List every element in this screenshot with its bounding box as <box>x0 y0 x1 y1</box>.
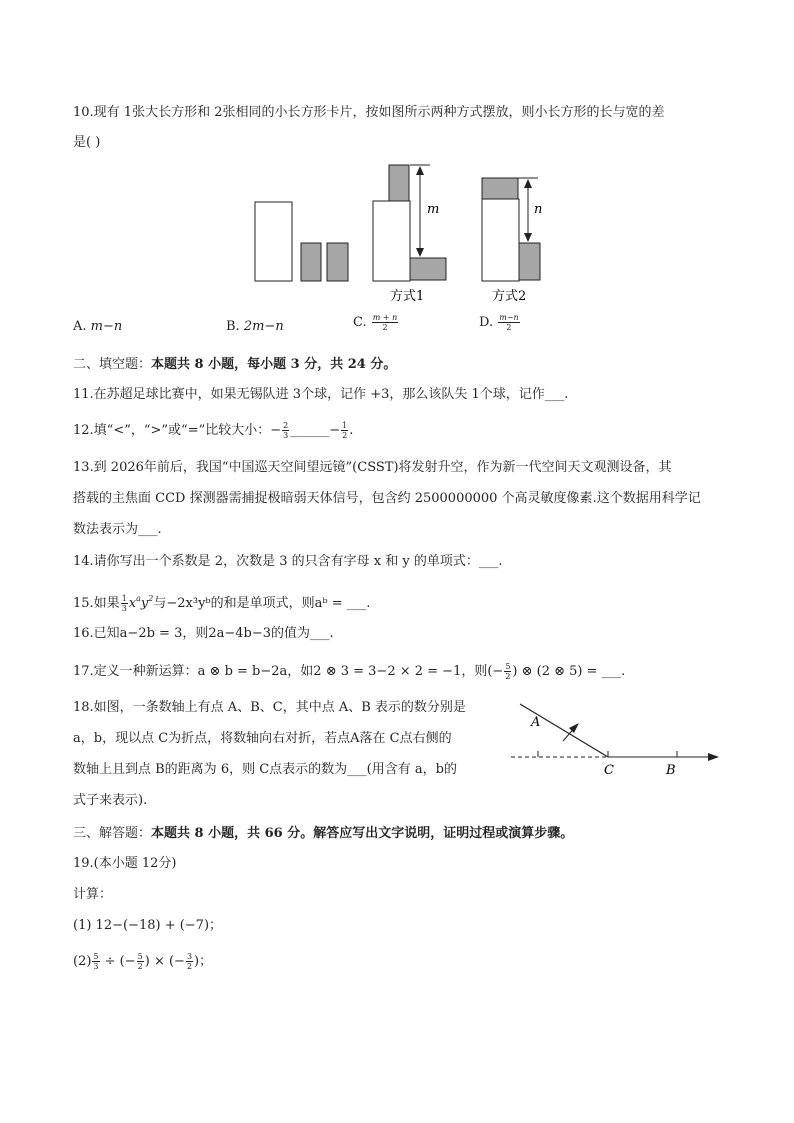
q18-line4: 式子来表示). <box>73 793 148 808</box>
label-n: n <box>534 202 543 217</box>
q14: 14.请你写出一个系数是 2，次数是 3 的只含有字母 x 和 y 的单项式：___. <box>73 554 503 569</box>
point-b-label: B <box>666 763 676 778</box>
option-d: D. $\frac{m-n}{2}$ <box>479 313 519 332</box>
option-c: C. $\frac{m + n}{2}$ <box>353 313 398 332</box>
way1-small-bottom <box>410 258 446 280</box>
point-a-label: A <box>531 715 541 730</box>
q16: 16.已知a−2b = 3，则2a−4b−3的值为___. <box>73 626 334 641</box>
q13-line3: 数法表示为___. <box>73 522 162 537</box>
q18-line3: 数轴上且到点 B的距离为 6，则 C点表示的数为___(用含有 a，b的 <box>73 762 457 777</box>
point-c-label: C <box>604 763 614 778</box>
q13-line1: 13.到 2026年前后，我国“中国巡天空间望远镜”(CSST)将发射升空，作为新一代空间天文观测设备，其 <box>73 460 672 475</box>
option-a: A. m−n <box>73 319 123 334</box>
q19-part1: (1) 12−(−18) + (−7)； <box>73 918 223 933</box>
way2-small-top <box>482 178 518 199</box>
q18-number-line-figure <box>505 695 725 785</box>
q15: 15.如果 $\frac{1}{3}$ $x^ay^2$与−2x³yᵇ的和是单项式，则aᵇ = ___. <box>73 594 371 613</box>
q10-figure <box>240 158 560 308</box>
q18-line2: a，b，现以点 C为折点，将数轴向右对折，若点A落在 C点右侧的 <box>73 731 452 746</box>
way2-big <box>482 199 519 281</box>
way1-small-top <box>389 165 409 201</box>
q19-part2: (2) $\frac{5}{3}$ ÷ (− $\frac{5}{2}$ ) × (− $\frac{3}{2}$ )； <box>73 952 213 971</box>
q10-line2: 是( ) <box>73 135 101 150</box>
small-rectangle-1 <box>301 243 321 281</box>
section-2-heading: 二、填空题：本题共 8 小题，每小题 3 分，共 24 分。 <box>73 357 397 372</box>
small-rectangle-2 <box>327 243 348 281</box>
q12: 12.填“<”，“>”或“=”比较大小：− $\frac{2}{3}$ ______− $\frac{1}{2}$ . <box>73 421 354 440</box>
section-3-heading: 三、解答题：本题共 8 小题，共 66 分。解答应写出文字说明，证明过程或演算步骤。 <box>73 826 574 841</box>
caption-way1: 方式1 <box>390 289 425 304</box>
q13-line2: 搭载的主焦面 CCD 探测器需捕捉极暗弱天体信号，包含约 2500000000 个高灵敏度像素.这个数据用科学记 <box>73 491 701 506</box>
q18-line1: 18.如图，一条数轴上有点 A、B、C，其中点 A、B 表示的数分别是 <box>73 700 466 715</box>
q10-line1: 10.现有 1张大长方形和 2张相同的小长方形卡片，按如图所示两种方式摆放，则小长方形的长与宽的差 <box>73 105 665 120</box>
option-b: B. 2m−n <box>226 319 284 334</box>
caption-way2: 方式2 <box>492 289 527 304</box>
way2-small-bottom <box>519 243 540 280</box>
big-rectangle <box>255 202 292 281</box>
label-m: m <box>427 202 440 217</box>
way1-big <box>373 201 410 281</box>
folded-ray <box>520 704 608 757</box>
q19-title: 19.(本小题 12分) <box>73 856 177 871</box>
q19-intro: 计算： <box>73 887 113 902</box>
q17: 17.定义一种新运算：a ⊗ b = b−2a，如2 ⊗ 3 = 3−2 × 2 = −1，则(− $\frac{5}{2}$ ) ⊗ (2 ⊗ 5) = ___. <box>73 662 626 681</box>
q11: 11.在苏超足球比赛中，如果无锡队进 3个球，记作 +3，那么该队失 1个球，记作___. <box>73 387 569 402</box>
